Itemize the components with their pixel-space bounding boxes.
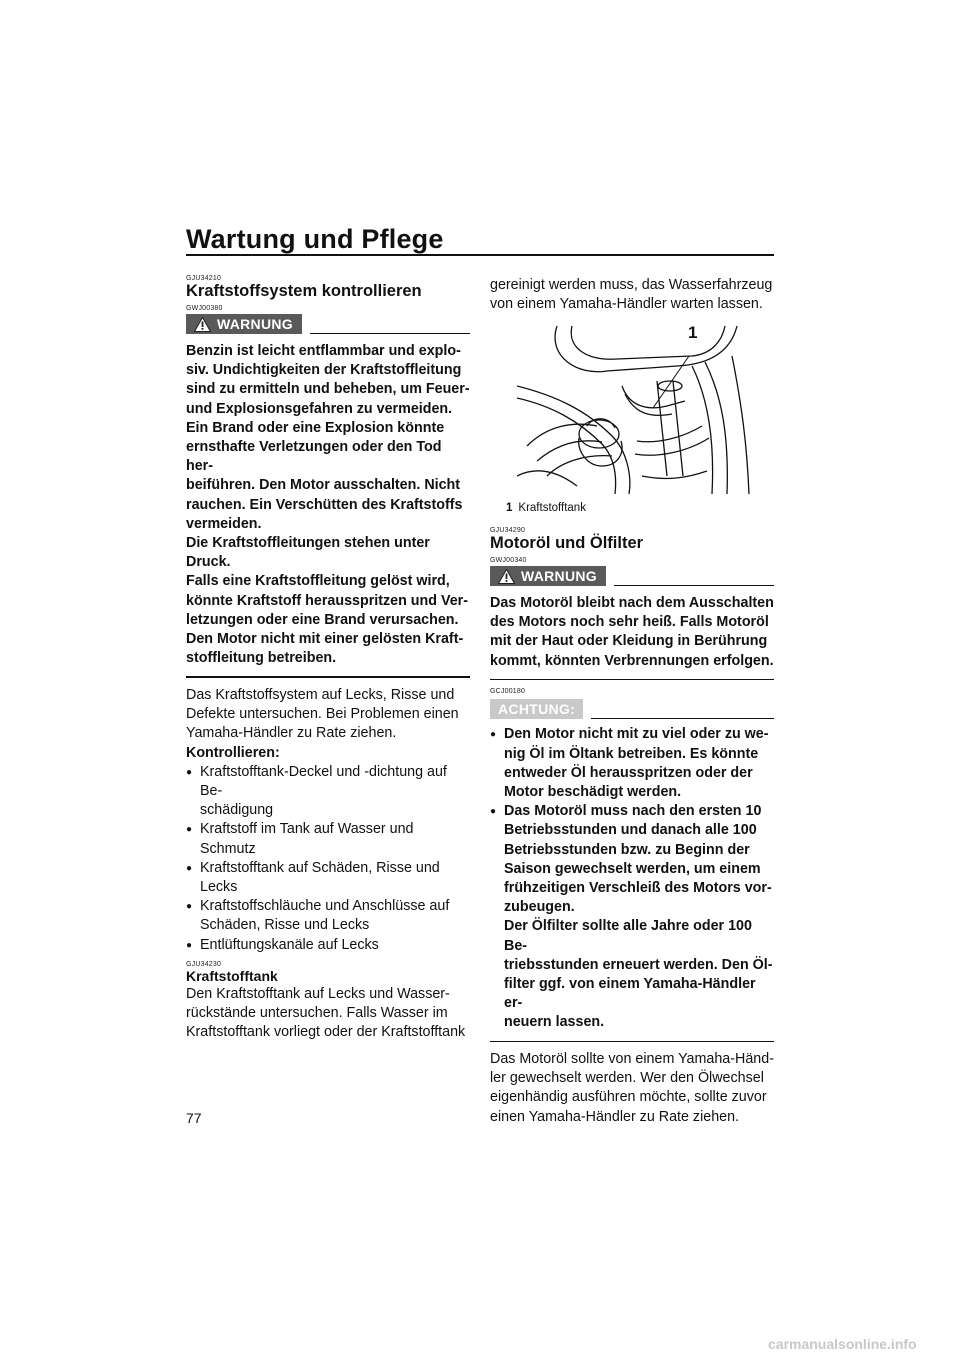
warning-rule — [310, 333, 470, 335]
list-item: ● Kraftstoffschläuche und Anschlüsse auf Schäden, Risse und Lecks — [186, 897, 470, 935]
warning-line: Die Kraftstoffleitungen stehen unter — [186, 535, 430, 552]
warning-end-rule — [490, 679, 774, 681]
warning-line: und Explosionsgefahren zu vermeiden. — [186, 400, 453, 417]
warning-line: Falls eine Kraftstoffleitung gelöst wird, — [186, 573, 450, 590]
caution-list — [490, 725, 774, 1032]
warning-line: beiführen. Den Motor ausschalten. Nicht — [186, 477, 461, 494]
paragraph-line: von einem Yamaha-Händler warten lassen. — [490, 296, 763, 313]
warning-end-rule — [186, 676, 470, 678]
warning-line: rauchen. Ein Verschütten des Kraftstoffs — [186, 496, 463, 513]
warning-line: siv. Undichtigkeiten der Kraftstoffleitung — [186, 362, 462, 379]
paragraph-line: einen Yamaha-Händler zu Rate ziehen. — [490, 1108, 740, 1125]
warning-rule — [614, 585, 774, 587]
caption-text: Kraftstofftank — [518, 502, 586, 514]
warning-badge — [490, 566, 606, 586]
caution-header — [490, 699, 774, 719]
warning-line: stoffleitung betreiben. — [186, 650, 337, 667]
paragraph-line: rückstände untersuchen. Falls Wasser im — [186, 1005, 448, 1021]
section-code: GJU34290 — [490, 527, 526, 534]
caution-rule — [591, 718, 774, 720]
paragraph-line: gereinigt werden muss, das Wasserfahrzeug — [490, 277, 773, 293]
warning-text — [490, 594, 774, 671]
paragraph-line: ler gewechselt werden. Wer den Ölwechsel — [490, 1070, 764, 1087]
section-heading: Kraftstoffsystem kontrollieren — [186, 282, 422, 300]
warning-line: sind zu ermitteln und beheben, um Feuer- — [186, 381, 470, 398]
paragraph-line: Yamaha-Händler zu Rate ziehen. — [186, 725, 397, 742]
warning-line: vermeiden. — [186, 515, 262, 532]
list-item: ● Den Motor nicht mit zu viel oder zu we- nig Öl im Öltank betreiben. Es könnte entweder Öl herausspritzen oder der Motor beschädigt werden. — [490, 725, 774, 802]
intro-paragraph — [186, 686, 470, 744]
section-code: GJU34210 — [186, 275, 222, 282]
oil-paragraph — [490, 1050, 774, 1127]
page-header-title: Wartung und Pflege — [186, 224, 444, 254]
section-heading: Motoröl und Ölfilter — [490, 534, 644, 552]
watermark: carmanualsonline.info — [768, 1336, 917, 1352]
warning-line: könnte Kraftstoff herausspritzen und Ver- — [186, 592, 469, 609]
warning-line: Den Motor nicht mit einer gelösten Kraft- — [186, 631, 464, 648]
page-number: 77 — [186, 1110, 202, 1126]
tank-paragraph — [186, 985, 470, 1043]
list-item: ● Das Motoröl muss nach den ersten 10 Betriebsstunden und danach alle 100 Betriebsstunden bzw. zu Beginn der Saison gewechselt werden, um einem frühzeitigen Verschleiß des Motors vor- zubeugen. Der Ölfilter sollte alle Jahre oder 100 Be- triebsstunden erneuert werden. Den Öl- filter ggf. von einem Yamaha-Händler er- neuern lassen. — [490, 802, 774, 1032]
warning-line: ernsthafte Verletzungen oder den Tod her- — [186, 439, 442, 475]
warning-line: des Motors noch sehr heiß. Falls Motoröl — [490, 614, 769, 631]
list-item: ● Kraftstoff im Tank auf Wasser und Schmutz — [186, 820, 470, 858]
list-item: ● Entlüftungskanäle auf Lecks — [186, 936, 470, 955]
figure-callout: 1 — [688, 323, 698, 342]
caption-number: 1 — [506, 502, 513, 514]
warning-line: Das Motoröl bleibt nach dem Ausschalten — [490, 595, 774, 611]
warning-triangle-icon — [498, 569, 515, 584]
warning-line: kommt, könnten Verbrennungen erfolgen. — [490, 652, 774, 669]
list-item: ● Kraftstofftank auf Schäden, Risse und Lecks — [186, 859, 470, 897]
warning-label: WARNUNG — [521, 568, 597, 584]
warning-line: mit der Haut oder Kleidung in Berührung — [490, 633, 768, 650]
warning-triangle-icon — [194, 317, 211, 332]
fuel-tank-illustration — [517, 326, 765, 494]
right-column-top — [490, 276, 774, 314]
warning-line: Benzin ist leicht entflammbar und explo- — [186, 343, 461, 359]
header-rule — [186, 254, 774, 256]
check-label: Kontrollieren: — [186, 744, 280, 761]
warning-line: Druck. — [186, 554, 231, 571]
figure-caption — [506, 502, 586, 514]
warning-line: Ein Brand oder eine Explosion könnte — [186, 419, 445, 436]
warning-text — [186, 342, 470, 668]
check-list — [186, 763, 470, 955]
section-code: GJU34230 — [186, 960, 222, 968]
caution-badge: ACHTUNG: — [490, 699, 583, 719]
caution-code: GCJ00180 — [490, 688, 526, 696]
paragraph-line: Den Kraftstofftank auf Lecks und Wasser- — [186, 985, 450, 1002]
warning-label: WARNUNG — [217, 316, 293, 332]
paragraph-line: Das Kraftstoffsystem auf Lecks, Risse und — [186, 686, 455, 703]
list-item: ● Kraftstofftank-Deckel und -dichtung auf Be- schädigung — [186, 763, 470, 821]
subsection-heading: Kraftstofftank — [186, 967, 278, 984]
paragraph-line: Defekte untersuchen. Bei Problemen einen — [186, 706, 459, 723]
warning-badge — [186, 314, 302, 334]
paragraph-line: Das Motoröl sollte von einem Yamaha-Händ- — [490, 1051, 774, 1068]
right-column-bottom — [490, 527, 774, 1127]
left-column — [186, 275, 470, 1042]
warning-line: letzungen oder eine Brand verursachen. — [186, 611, 459, 628]
warning-header — [490, 566, 774, 586]
caution-end-rule — [490, 1041, 774, 1043]
warning-code: GWJ00380 — [186, 305, 223, 312]
paragraph-line: Kraftstofftank vorliegt oder der Kraftstofftank — [186, 1024, 466, 1041]
paragraph-line: eigenhändig ausführen möchte, sollte zuvor — [490, 1089, 767, 1106]
warning-header — [186, 314, 470, 334]
warning-code: GWJ00340 — [490, 557, 527, 564]
